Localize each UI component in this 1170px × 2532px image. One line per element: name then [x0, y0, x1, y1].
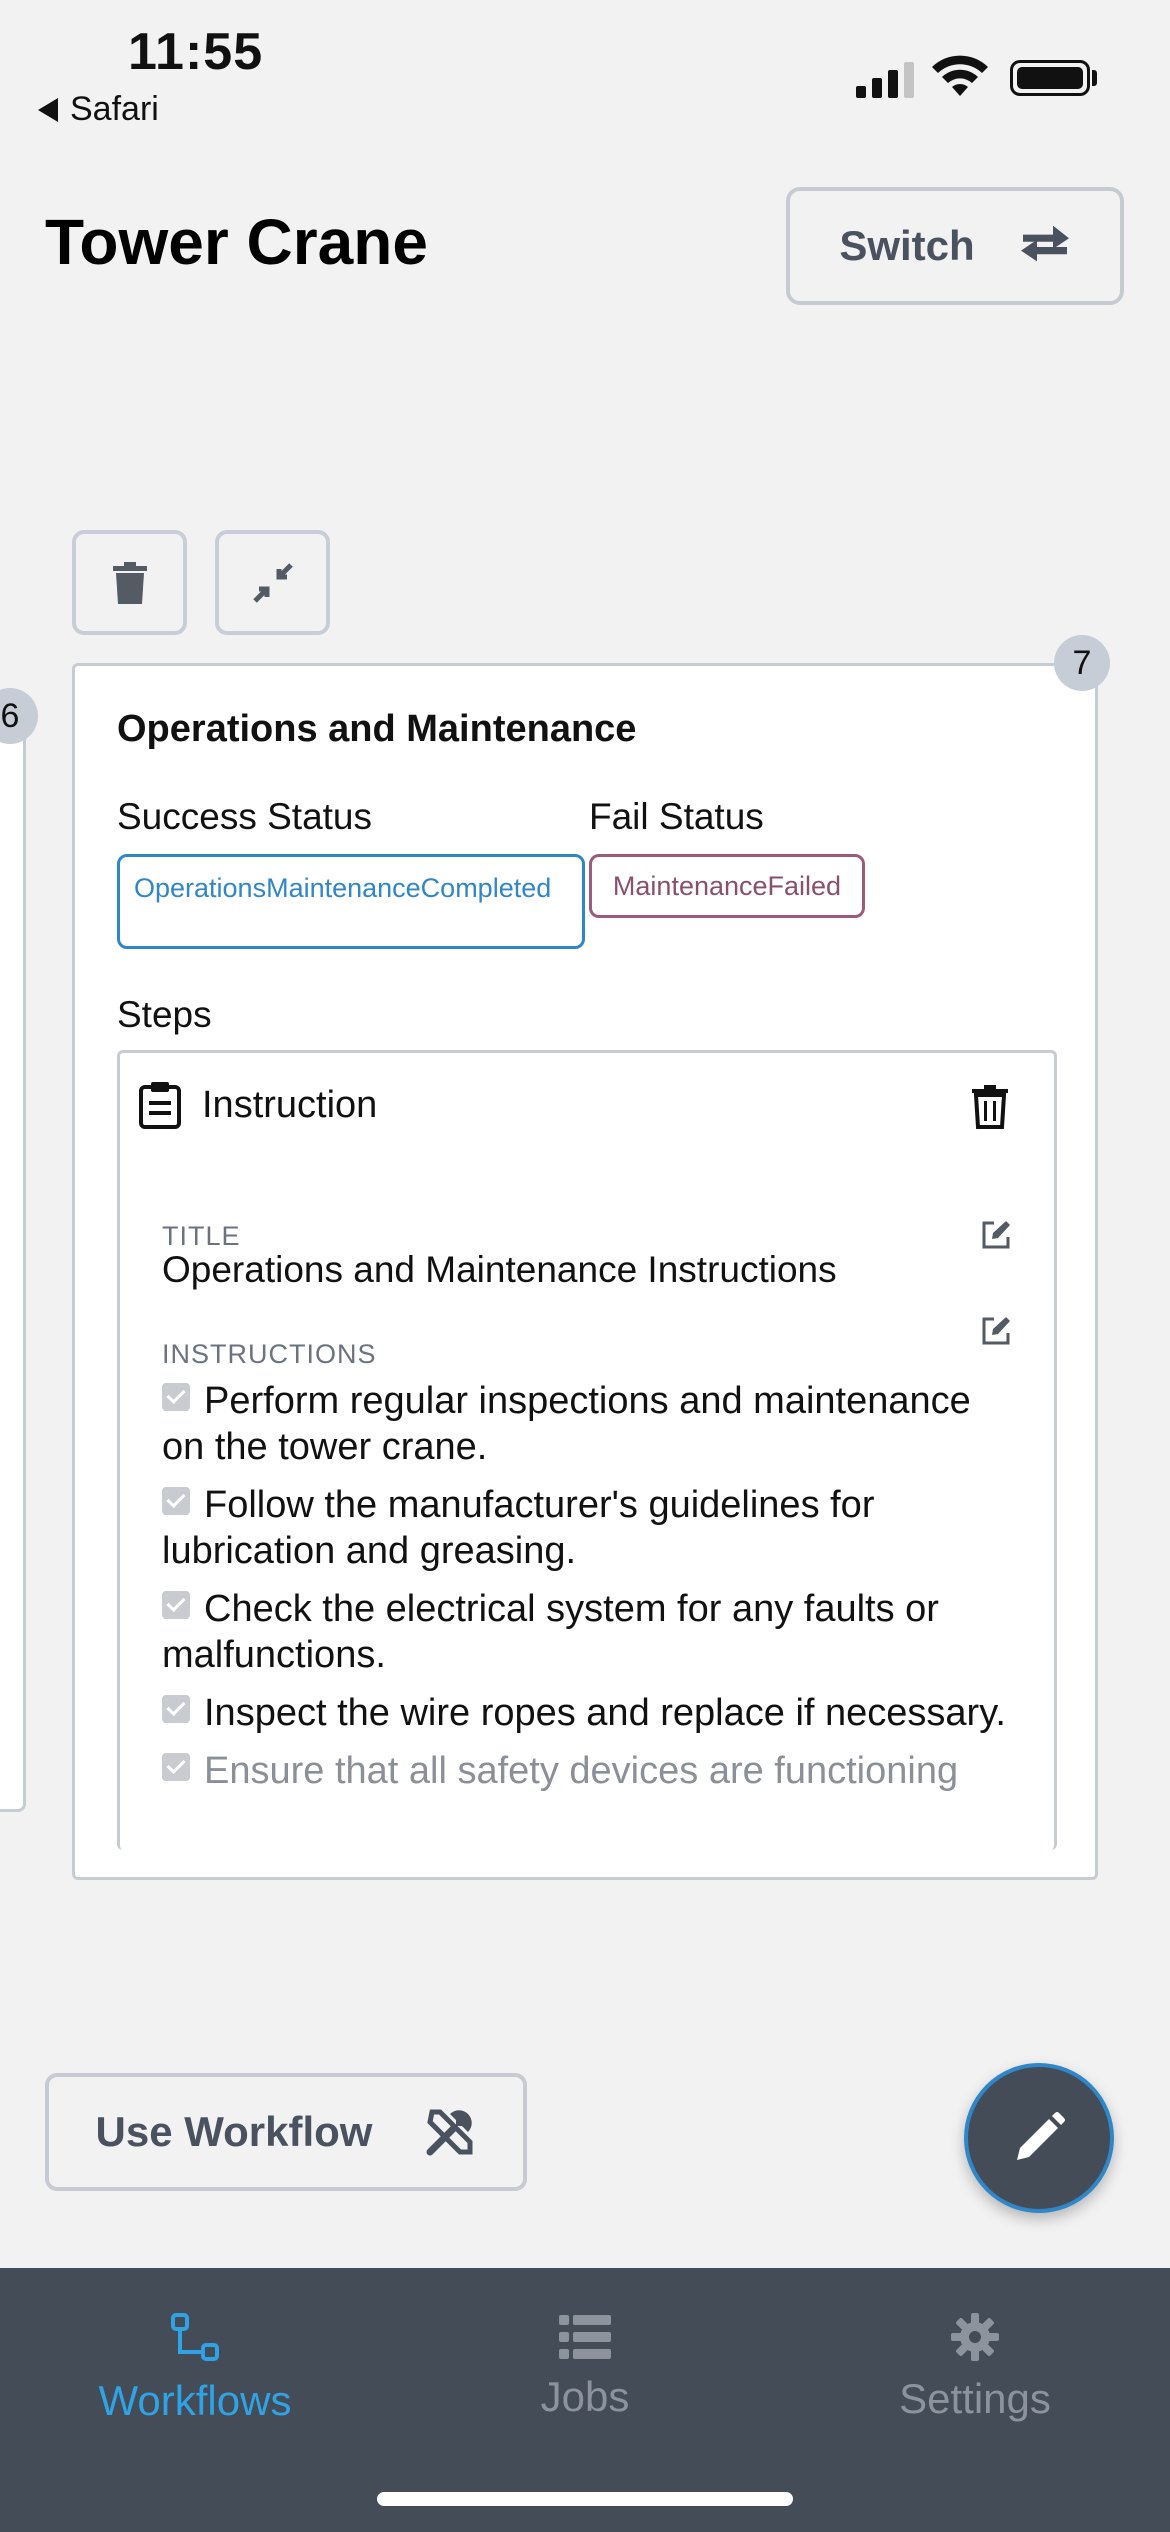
checklist-item-text: Ensure that all safety devices are functioning	[204, 1750, 959, 1792]
tab-workflows-label: Workflows	[98, 2377, 292, 2424]
edit-icon	[980, 1315, 1012, 1347]
trash-outline-icon	[972, 1085, 1008, 1129]
back-to-safari[interactable]	[38, 90, 159, 129]
previous-node-card[interactable]	[0, 700, 26, 1812]
tab-jobs-label: Jobs	[540, 2373, 630, 2420]
step-header	[138, 1081, 377, 1129]
workflow-icon	[169, 2311, 221, 2363]
checklist-item	[162, 1482, 1022, 1574]
delete-node-button[interactable]	[72, 530, 187, 635]
success-status-pill[interactable]: OperationsMaintenanceCompleted	[117, 854, 585, 949]
wifi-icon	[930, 52, 990, 98]
checklist-item-text: Follow the manufacturer's guidelines for lubrication and greasing.	[162, 1484, 875, 1572]
checkbox-checked-icon[interactable]	[162, 1753, 190, 1781]
use-workflow-button[interactable]	[45, 2073, 527, 2191]
checkbox-checked-icon[interactable]	[162, 1695, 190, 1723]
swap-arrows-icon	[1019, 224, 1071, 268]
switch-button[interactable]	[786, 187, 1124, 305]
checkbox-checked-icon[interactable]	[162, 1487, 190, 1515]
checklist-item	[162, 1748, 1022, 1794]
fail-status-label: Fail Status	[589, 796, 764, 837]
edit-instructions-button[interactable]	[980, 1315, 1012, 1352]
step-type-label: Instruction	[202, 1083, 378, 1126]
scroll-fade	[120, 1820, 1054, 1850]
checklist-item-text: Perform regular inspections and maintenance on the tower crane.	[162, 1380, 971, 1468]
checkbox-checked-icon[interactable]	[162, 1383, 190, 1411]
checklist-item	[162, 1690, 1022, 1736]
title-field-label: TITLE	[162, 1221, 241, 1251]
back-arrow-icon	[38, 98, 58, 122]
status-time: 11:55	[128, 23, 264, 81]
edit-fab-button[interactable]	[964, 2063, 1114, 2213]
title-field-value: Operations and Maintenance Instructions	[162, 1249, 837, 1290]
delete-step-button[interactable]	[972, 1085, 1008, 1134]
cellular-signal-icon	[856, 58, 914, 98]
checklist-item	[162, 1586, 1022, 1678]
instructions-field-label: INSTRUCTIONS	[162, 1339, 377, 1369]
steps-label: Steps	[117, 994, 212, 1035]
tab-settings-label: Settings	[899, 2375, 1051, 2422]
edit-title-button[interactable]	[980, 1219, 1012, 1256]
switch-label: Switch	[839, 222, 975, 269]
battery-tip	[1092, 70, 1097, 86]
home-indicator[interactable]	[377, 2492, 793, 2506]
step-instruction	[117, 1050, 1057, 1850]
success-status-label: Success Status	[117, 796, 373, 837]
back-app-label: Safari	[70, 90, 159, 128]
use-workflow-label: Use Workflow	[95, 2108, 373, 2155]
battery-icon	[1010, 60, 1090, 96]
collapse-button[interactable]	[215, 530, 330, 635]
list-icon	[559, 2315, 611, 2359]
checklist-item-text: Check the electrical system for any faults or malfunctions.	[162, 1588, 939, 1676]
tools-icon	[424, 2106, 476, 2158]
fail-status-pill[interactable]: MaintenanceFailed	[589, 854, 865, 918]
previous-node-badge: 6	[0, 688, 38, 744]
tab-settings[interactable]	[780, 2268, 1170, 2468]
tab-jobs[interactable]	[390, 2268, 780, 2468]
page-title: Tower Crane	[45, 206, 428, 278]
tab-workflows[interactable]	[0, 2268, 390, 2468]
instructions-checklist	[162, 1378, 1022, 1806]
workflow-node-card[interactable]	[72, 663, 1098, 1880]
trash-icon	[113, 562, 147, 604]
pencil-icon	[1011, 2110, 1067, 2166]
checkbox-checked-icon[interactable]	[162, 1591, 190, 1619]
compress-arrows-icon	[251, 561, 295, 605]
edit-icon	[980, 1219, 1012, 1251]
checklist-item	[162, 1378, 1022, 1470]
node-number-badge: 7	[1054, 635, 1110, 691]
clipboard-icon	[138, 1081, 182, 1129]
checklist-item-text: Inspect the wire ropes and replace if necessary.	[204, 1692, 1006, 1734]
gear-icon	[951, 2313, 999, 2361]
node-title: Operations and Maintenance	[117, 708, 637, 750]
